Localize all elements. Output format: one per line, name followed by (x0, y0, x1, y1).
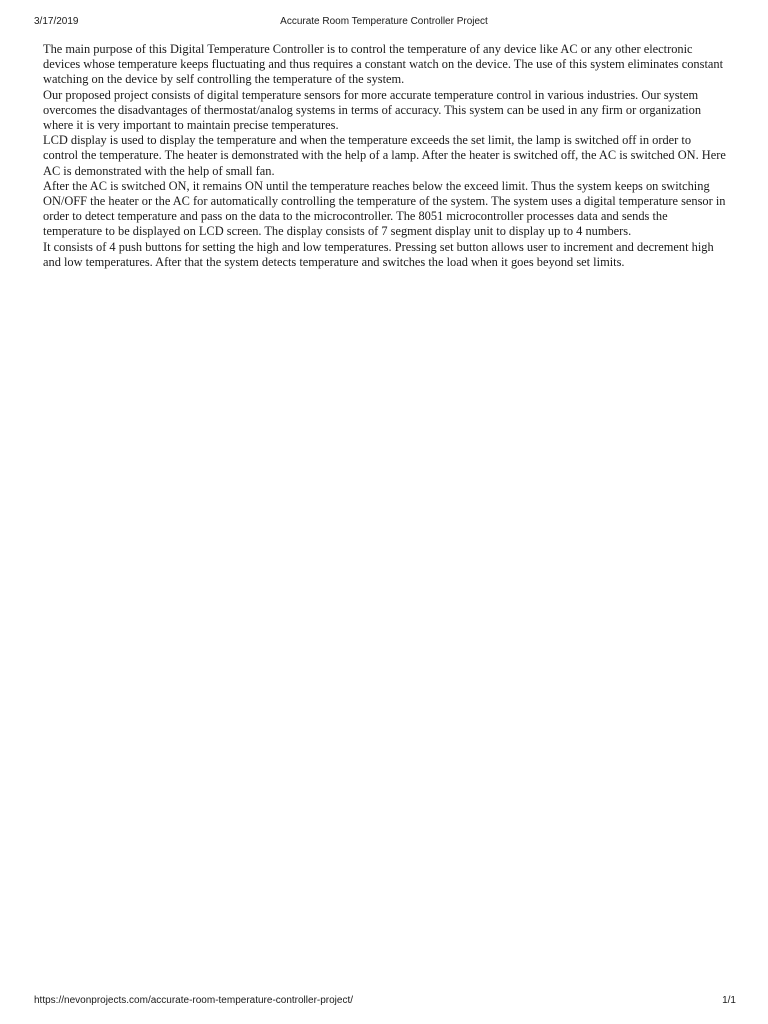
paragraph-purpose: The main purpose of this Digital Temperature Controller is to control the temperature of any device like AC or any other electronic devices whose temperature keeps fluctuating and thus requires a constant watch on the device. The use of this system eliminates constant watching on the device by self controlling the temperature of the system. (43, 42, 724, 87)
paragraph-proposed-project: Our proposed project consists of digital temperature sensors for more accurate temperature control in various industries. Our system overcomes the disadvantages of thermostat/analog systems in terms of accuracy. This system can be used in any firm or organization where it is very important to maintain precise temperatures. (43, 87, 702, 133)
page-number: 1/1 (722, 995, 736, 1006)
print-date: 3/17/2019 (34, 16, 79, 27)
page-url: https://nevonprojects.com/accurate-room-temperature-controller-project/ (34, 995, 354, 1006)
print-header (0, 16, 768, 32)
print-footer (0, 995, 768, 1009)
paragraph-lcd-display: LCD display is used to display the temperature and when the temperature exceeds the set limit, the lamp is switched off in order to control the temperature. The heater is demonstrated with the help of a lamp. After the heater is switched off, the AC is switched ON. Here AC is demonstrated with the help of small fan. (43, 133, 726, 178)
paragraph-push-buttons: It consists of 4 push buttons for setting the high and low temperatures. Pressing set button allows user to increment and decrement high and low temperatures. After that the system detects temperature and switches the load when it goes beyond set limits. (43, 239, 714, 269)
page-title: Accurate Room Temperature Controller Project (280, 16, 488, 27)
paragraph-ac-operation: After the AC is switched ON, it remains ON until the temperature reaches below the exceed limit. Thus the system keeps on switching ON/OFF the heater or the AC for automatically controlling the temperature of the system. The system uses a digital temperature sensor in order to detect temperature and pass on the data to the microcontroller. The 8051 microcontroller processes data and sends the temperature to be displayed on LCD screen. The display consists of 7 segment display unit to display up to 4 numbers. (43, 178, 726, 239)
article-body (43, 42, 729, 270)
